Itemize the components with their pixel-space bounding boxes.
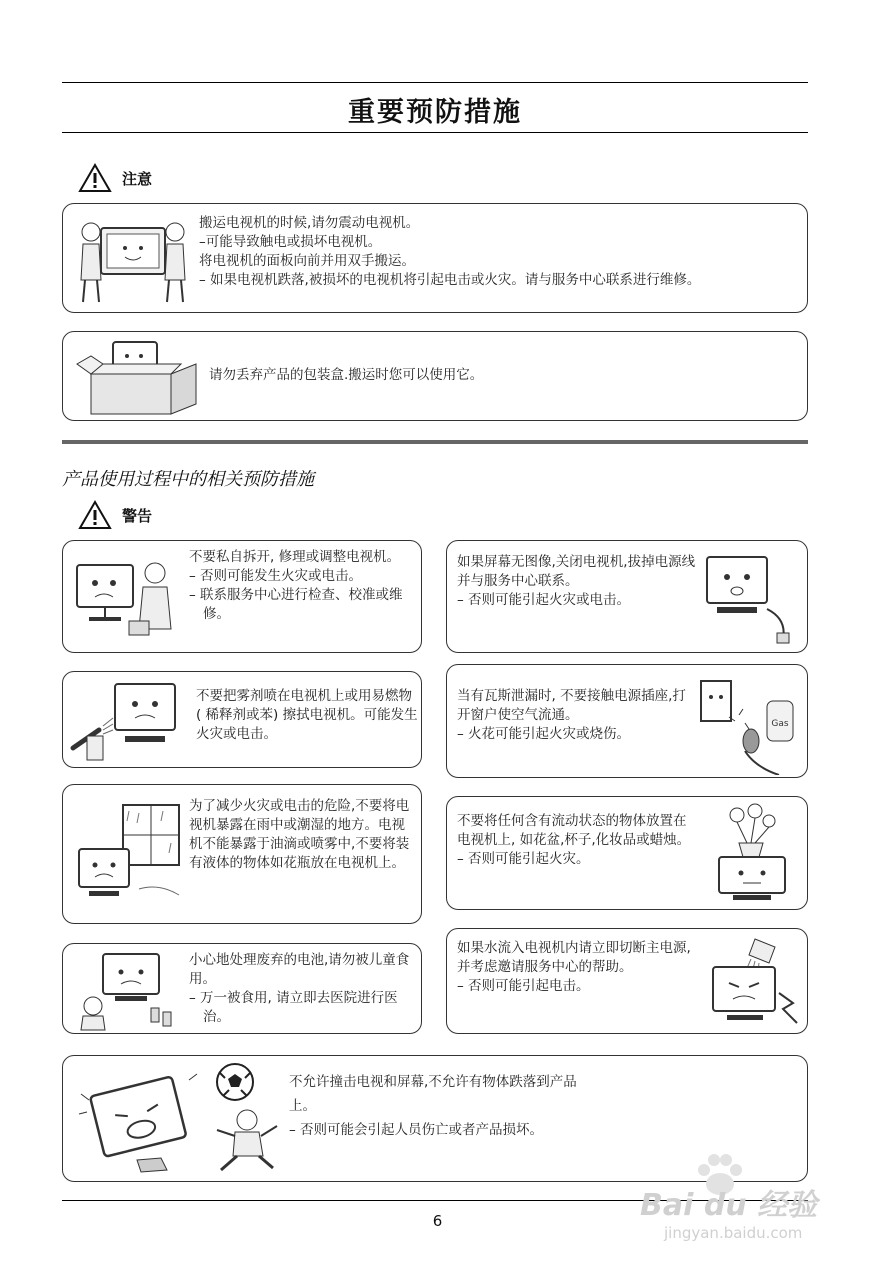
- warning-heading: [78, 500, 152, 530]
- warning-box-water: [446, 928, 808, 1034]
- tv-spray-illustration: [69, 678, 185, 764]
- top-rule: [62, 82, 808, 83]
- tv-child-battery-illustration: [71, 948, 181, 1032]
- warning-line: 小心地处理废弃的电池,请勿被儿童食用。: [189, 952, 410, 987]
- two-people-carrying-tv-illustration: [73, 210, 193, 306]
- warning-box-gas: [446, 664, 808, 778]
- gas-leak-illustration: [695, 671, 803, 775]
- warning-line: – 否则可能引起火灾或电击。: [457, 592, 631, 608]
- tv-water-spill-illustration: [699, 933, 803, 1031]
- tv-flower-vase-illustration: [699, 801, 803, 907]
- warning-line: – 否则可能引起火灾。: [457, 851, 590, 867]
- tv-in-box-illustration: [71, 334, 201, 418]
- tv-football-impact-illustration: [77, 1060, 287, 1178]
- caution-box-carry: [62, 203, 808, 313]
- warning-box-spray: [62, 671, 422, 768]
- warning-line: 如果屏幕无图像,关闭电视机,拔掉电源线并与服务中心联系。: [457, 554, 696, 589]
- warning-disassemble-text: [189, 548, 415, 624]
- warning-impact-text: [289, 1070, 579, 1142]
- warning-line: 当有瓦斯泄漏时, 不要接触电源插座,打开窗户使空气流通。: [457, 688, 686, 723]
- warning-line: 不要私自拆开, 修理或调整电视机。: [189, 549, 401, 565]
- tv-repairman-illustration: [69, 551, 181, 643]
- warning-triangle-icon: [78, 163, 112, 193]
- warning-box-disassemble: [62, 540, 422, 653]
- warning-gas-text: [457, 687, 697, 744]
- warning-rain-text: [189, 797, 417, 873]
- caution-carry-line: –可能导致触电或损坏电视机。: [199, 234, 382, 250]
- warning-battery-text: [189, 951, 415, 1027]
- page-number: 6: [432, 1212, 443, 1230]
- warning-water-text: [457, 939, 697, 996]
- warning-line: – 否则可能发生火灾或电击。: [189, 568, 363, 584]
- caution-heading: [78, 163, 152, 193]
- caution-label: 注意: [122, 169, 153, 188]
- warning-spray-text: [196, 687, 418, 744]
- title-underline: [62, 132, 808, 133]
- warning-line: 不要把雾剂喷在电视机上或用易燃物 ( 稀释剂或苯) 擦拭电视机。可能发生火灾或电击。: [196, 688, 418, 742]
- section-separator: [62, 440, 808, 444]
- warning-line: 不要将任何含有流动状态的物体放置在电视机上, 如花盆,杯子,化妆品或蜡烛。: [457, 813, 691, 848]
- warning-line: 如果水流入电视机内请立即切断主电源, 并考虑邀请服务中心的帮助。: [457, 940, 691, 975]
- warning-label: 警告: [122, 506, 153, 525]
- caution-carry-text: [199, 214, 804, 290]
- caution-box-packaging: [62, 331, 808, 421]
- warning-line: – 火花可能引起火灾或烧伤。: [457, 726, 631, 742]
- warning-no-image-text: [457, 553, 697, 610]
- warning-box-objects: [446, 796, 808, 910]
- tv-window-rain-illustration: [69, 799, 187, 911]
- warning-line: 不允许撞击电视和屏幕,不允许有物体跌落到产品上。: [289, 1074, 577, 1114]
- caution-packaging-text: [209, 366, 789, 385]
- warning-box-no-image: [446, 540, 808, 653]
- section-title: 产品使用过程中的相关预防措施: [62, 469, 314, 490]
- watermark-url: jingyan.baidu.com: [664, 1224, 803, 1242]
- warning-line: – 否则可能会引起人员伤亡或者产品损坏。: [289, 1122, 544, 1138]
- watermark-brand: Bai du 经验: [640, 1188, 818, 1223]
- page-title: 重要预防措施: [348, 97, 522, 128]
- caution-carry-line: 搬运电视机的时候,请勿震动电视机。: [199, 215, 420, 231]
- caution-packaging-line: 请勿丢弃产品的包装盒.搬运时您可以使用它。: [209, 367, 484, 383]
- gas-can-label: Gas: [771, 719, 789, 729]
- tv-unplug-illustration: [697, 549, 801, 647]
- caution-carry-line: 将电视机的面板向前并用双手搬运。: [199, 253, 415, 269]
- warning-box-rain: [62, 784, 422, 924]
- warning-line: – 万一被食用, 请立即去医院进行医治。: [189, 990, 398, 1025]
- warning-objects-text: [457, 812, 693, 869]
- warning-line: 为了减少火灾或电击的危险,不要将电视机暴露在雨中或潮湿的地方。电视机不能暴露于油滴或喷雾中,不要将装有液体的物体如花瓶放在电视机上。: [189, 798, 410, 871]
- warning-line: – 联系服务中心进行检查、校准或维修。: [189, 587, 403, 622]
- warning-box-battery: [62, 943, 422, 1034]
- warning-line: – 否则可能引起电击。: [457, 978, 590, 994]
- caution-carry-line: – 如果电视机跌落,被损坏的电视机将引起电击或火灾。请与服务中心联系进行维修。: [199, 272, 701, 288]
- warning-triangle-icon: [78, 500, 112, 530]
